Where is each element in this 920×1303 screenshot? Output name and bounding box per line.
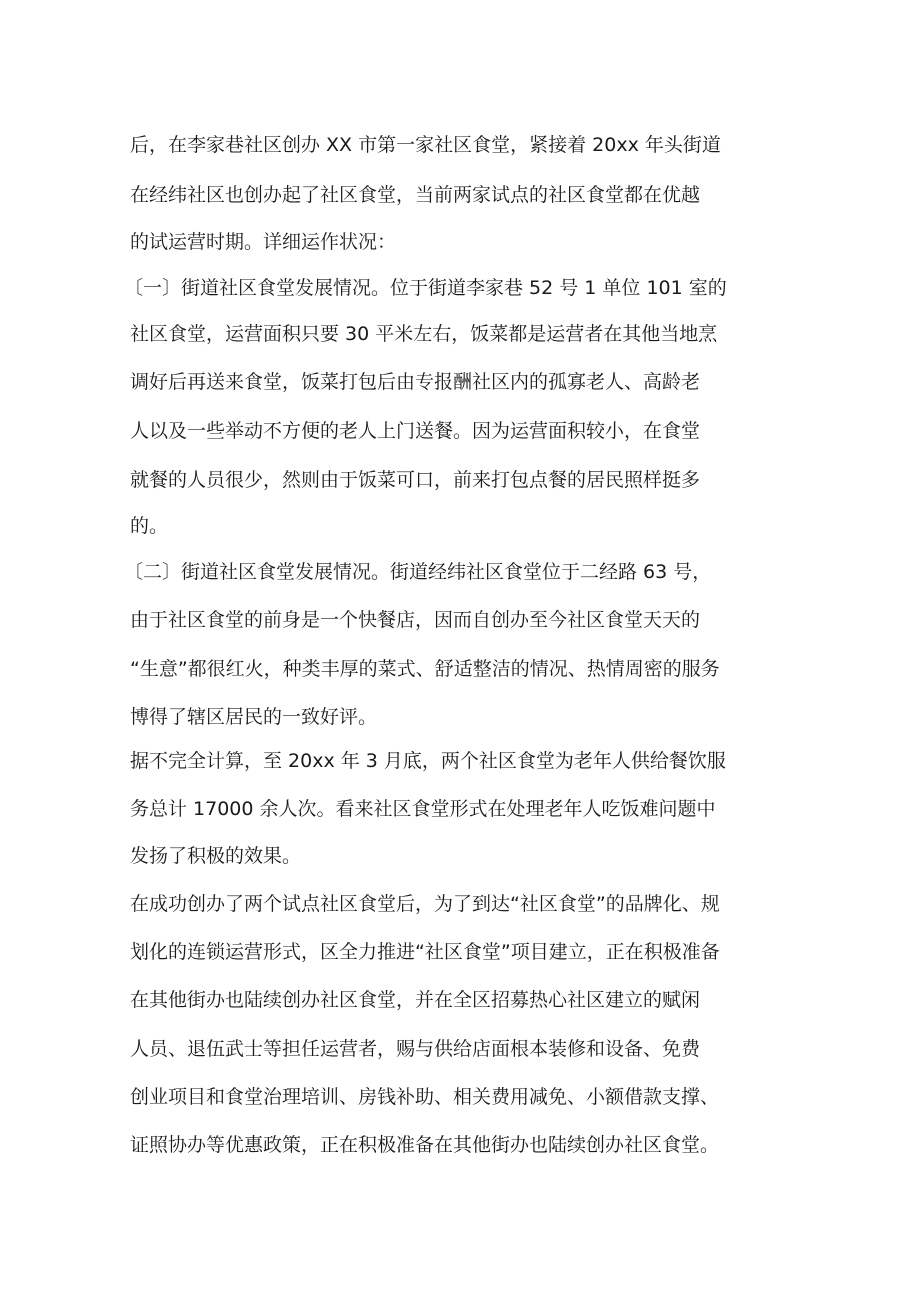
text-line-12: “生意”都很红火，种类丰厚的菜式、舒适整洁的情况、热情周密的服务 (130, 658, 720, 680)
text-line-15: 务总计 17000 余人次。看来社区食堂形式在处理老年人吃饭难问题中 (130, 798, 716, 820)
text-line-5: 社区食堂，运营面积只要 30 平米左右，饭菜都是运营者在其他当地烹 (130, 323, 718, 345)
text-line-2: 在经纬社区也创办起了社区食堂，当前两家试点的社区食堂都在优越 (130, 184, 701, 206)
text-line-1: 后，在李家巷社区创办 XX 市第一家社区食堂，紧接着 20xx 年头街道 (130, 134, 721, 156)
text-line-18: 划化的连锁运营形式，区全力推进“社区食堂”项目建立，正在积极准备 (130, 941, 720, 963)
text-line-10: 〔二〕街道社区食堂发展情况。街道经纬社区食堂位于二经路 63 号， (124, 561, 712, 583)
text-line-9: 的。 (130, 515, 169, 537)
text-line-19: 在其他街办也陆续创办社区食堂，并在全区招募热心社区建立的赋闲 (130, 989, 701, 1011)
text-line-21: 创业项目和食堂治理培训、房钱补助、相关费用减免、小额借款支撑、 (130, 1086, 720, 1108)
text-line-16: 发扬了积极的效果。 (130, 845, 302, 867)
text-line-8: 就餐的人员很少，然则由于饭菜可口，前来打包点餐的居民照样挺多 (130, 469, 701, 491)
text-line-13: 博得了辖区居民的一致好评。 (130, 706, 378, 728)
text-line-7: 人以及一些举动不方便的老人上门送餐。因为运营面积较小，在食堂 (130, 420, 701, 442)
text-line-20: 人员、退伍武士等担任运营者，赐与供给店面根本装修和设备、免费 (130, 1038, 701, 1060)
text-line-14: 据不完全计算，至 20xx 年 3 月底，两个社区食堂为老年人供给餐饮服 (130, 750, 726, 772)
text-line-3: 的试运营时期。详细运作状况： (130, 231, 397, 253)
text-line-22: 证照协办等优惠政策，正在积极准备在其他街办也陆续创办社区食堂。 (130, 1134, 720, 1156)
text-line-17: 在成功创办了两个试点社区食堂后，为了到达“社区食堂”的品牌化、规 (130, 893, 720, 915)
text-line-6: 调好后再送来食堂，饭菜打包后由专报酬社区内的孤寡老人、高龄老 (130, 371, 701, 393)
text-line-11: 由于社区食堂的前身是一个快餐店，因而自创办至今社区食堂天天的 (130, 609, 701, 631)
text-line-4: 〔一〕街道社区食堂发展情况。位于街道李家巷 52 号 1 单位 101 室的 (124, 277, 727, 299)
